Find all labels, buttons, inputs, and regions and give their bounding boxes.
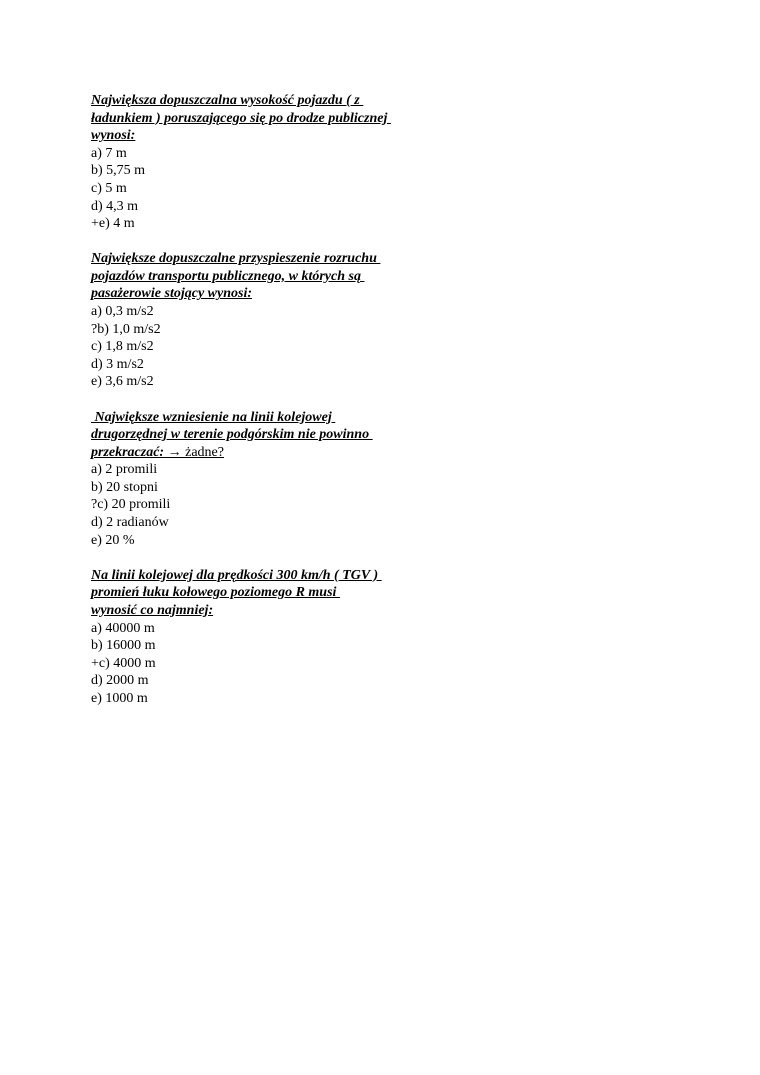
question-4: [91, 567, 451, 708]
question-title: [91, 92, 451, 145]
question-title-line: Na linii kolejowej dla prędkości 300 km/h ( TGV ): [91, 567, 382, 583]
answer-option: a) 0,3 m/s2: [91, 304, 154, 320]
document-page: [91, 92, 451, 725]
answer-option: d) 2 radianów: [91, 515, 169, 531]
answer-option: a) 2 promili: [91, 462, 158, 478]
answer-option: a) 7 m: [91, 145, 127, 161]
answer-list: [91, 461, 451, 549]
answer-option: d) 2000 m: [91, 673, 149, 689]
answer-option: e) 3,6 m/s2: [91, 374, 154, 390]
answer-option: e) 20 %: [91, 532, 135, 548]
answer-option: b) 5,75 m: [91, 163, 146, 179]
question-title-line: wynosi:: [91, 128, 136, 144]
answer-option: e) 1000 m: [91, 690, 148, 706]
answer-option: ?b) 1,0 m/s2: [91, 321, 161, 337]
question-title-line: pasażerowie stojący wynosi:: [91, 286, 252, 302]
question-3: [91, 409, 451, 550]
answer-option: c) 5 m: [91, 180, 127, 196]
question-1: [91, 92, 451, 233]
question-title-line: wynosić co najmniej:: [91, 602, 214, 618]
question-title-text: przekraczać:: [91, 444, 165, 460]
question-title: [91, 567, 451, 620]
question-title: [91, 250, 451, 303]
answer-option: a) 40000 m: [91, 620, 155, 636]
question-note: → żadne?: [164, 444, 224, 460]
question-title-line: drugorzędnej w terenie podgórskim nie powinno: [91, 427, 373, 443]
answer-option: b) 16000 m: [91, 638, 156, 654]
answer-option: c) 1,8 m/s2: [91, 339, 154, 355]
answer-option: d) 4,3 m: [91, 198, 139, 214]
answer-list: [91, 145, 451, 233]
answer-option: ?c) 20 promili: [91, 497, 171, 513]
question-title-line: pojazdów transportu publicznego, w których są: [91, 268, 365, 284]
answer-list: [91, 620, 451, 708]
answer-option: +c) 4000 m: [91, 655, 156, 671]
question-title-line: Największe dopuszczalne przyspieszenie rozruchu: [91, 251, 381, 267]
answer-list: [91, 303, 451, 391]
answer-option: d) 3 m/s2: [91, 356, 144, 372]
question-title-line: ładunkiem ) poruszającego się po drodze publicznej: [91, 110, 391, 126]
question-title-line: Największe wzniesienie na linii kolejowej: [91, 409, 336, 425]
question-title: [91, 409, 451, 462]
question-title-line: Największa dopuszczalna wysokość pojazdu ( z: [91, 93, 364, 108]
answer-option: b) 20 stopni: [91, 479, 158, 495]
answer-option: +e) 4 m: [91, 216, 135, 232]
question-2: [91, 250, 451, 391]
question-title-line-last: [91, 444, 451, 462]
question-title-line: promień łuku kołowego poziomego R musi: [91, 585, 340, 601]
